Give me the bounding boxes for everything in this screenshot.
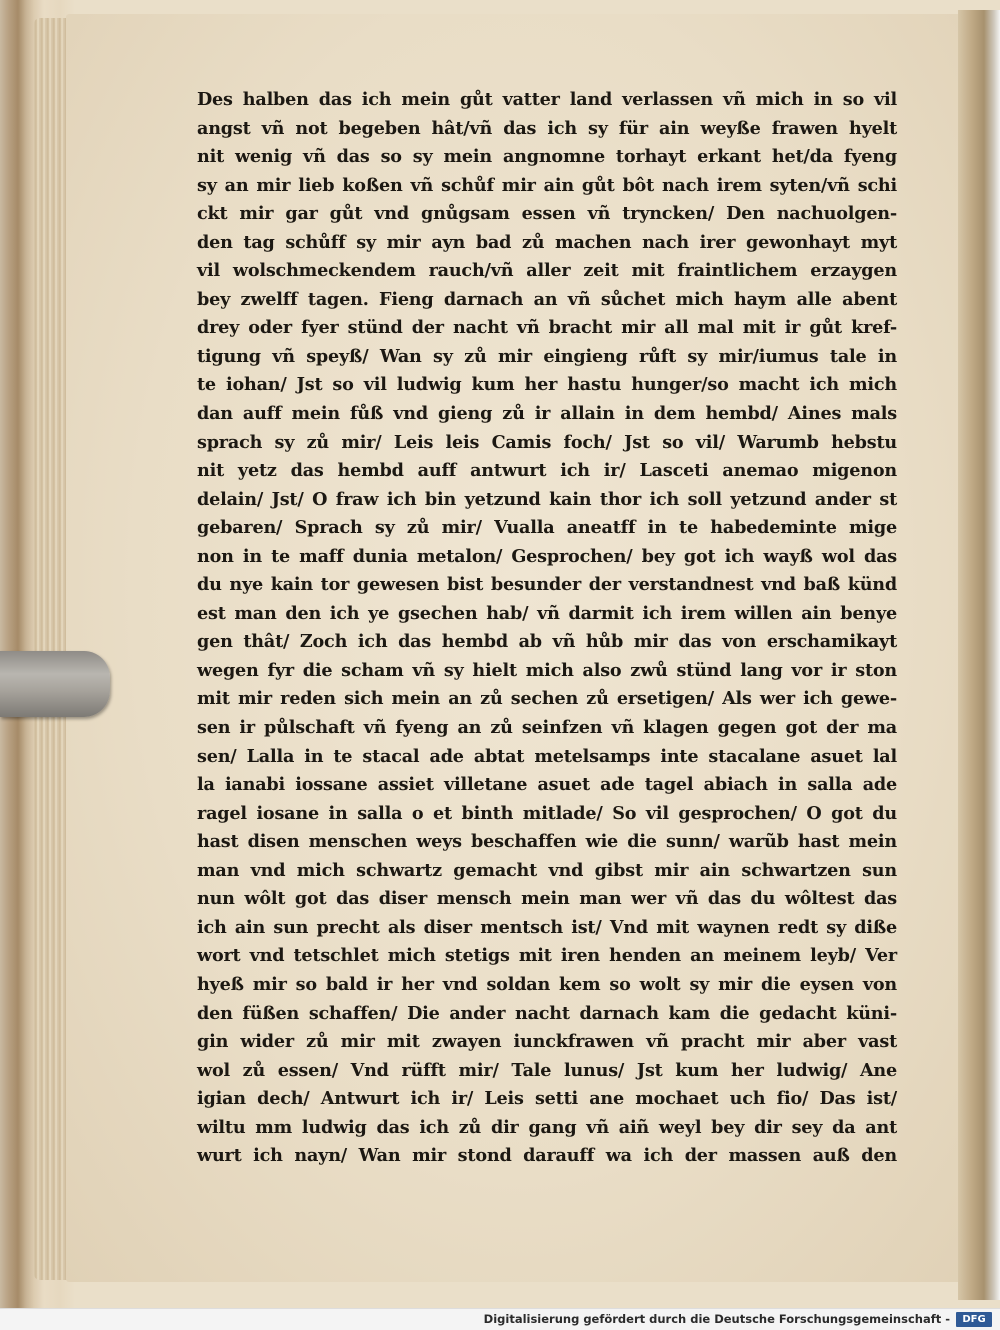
text-line: gebaren/ Sprach sy zů mir/ Vualla aneatff in te habedeminte mige bbox=[197, 517, 897, 539]
text-line: wiltu mm ludwig das ich zů dir gang vñ aiñ weyl bey dir sey da ant bbox=[197, 1116, 897, 1138]
text-line: gen thât/ Zoch ich das hembd ab vñ hůb mir das von erschamikayt bbox=[197, 631, 897, 653]
text-line: Des halben das ich mein gůt vatter land verlassen vñ mich in so vil bbox=[197, 89, 897, 110]
text-block bbox=[197, 86, 897, 1171]
text-line: mit mir reden sich mein an zů sechen zů ersetigen/ Als wer ich gewe- bbox=[197, 688, 897, 710]
text-line: den tag schůff sy mir ayn bad zů machen nach irer gewonhayt myt bbox=[197, 231, 897, 253]
text-line: sen ir půlschaft vñ fyeng an zů seinfzen vñ klagen gegen got der ma bbox=[197, 717, 897, 739]
text-line: wort vnd tetschlet mich stetigs mit iren henden an meinem leyb/ Ver bbox=[197, 945, 897, 967]
text-line: sen/ Lalla in te stacal ade abtat metelsamps inte stacalane asuet lal bbox=[197, 745, 897, 767]
footer-credit: Digitalisierung gefördert durch die Deutsche Forschungsgemeinschaft - bbox=[483, 1312, 950, 1326]
text-line: est man den ich ye gsechen hab/ vñ darmit ich irem willen ain benye bbox=[197, 602, 897, 624]
text-line: ckt mir gar gůt vnd gnůgsam essen vñ tryncken/ Den nachuolgen- bbox=[197, 203, 897, 225]
footer-bar bbox=[0, 1308, 1000, 1330]
text-line: wegen fyr die scham vñ sy hielt mich also zwů stünd lang vor ir ston bbox=[197, 659, 897, 681]
text-line: hyeß mir so bald ir her vnd soldan kem so wolt sy mir die eysen von bbox=[197, 973, 897, 995]
text-line: drey oder fyer stünd der nacht vñ bracht mir all mal mit ir gůt kref- bbox=[197, 317, 897, 339]
text-line: gin wider zů mir mit zwayen iunckfrawen vñ pracht mir aber vast bbox=[197, 1031, 897, 1053]
text-line: wurt ich nayn/ Wan mir stond darauff wa ich der massen auß den bbox=[197, 1145, 897, 1167]
text-line: vil wolschmeckendem rauch/vñ aller zeit mit fraintlichem erzaygen bbox=[197, 260, 897, 282]
text-line: bey zwelff tagen. Fieng darnach an vñ sůchet mich haym alle abent bbox=[197, 288, 897, 310]
fore-edge bbox=[958, 10, 1000, 1300]
text-line: delain/ Jst/ O fraw ich bin yetzund kain thor ich soll yetzund ander st bbox=[197, 488, 897, 510]
text-line: sy an mir lieb koßen vñ schůf mir ain gůt bôt nach irem syten/vñ schi bbox=[197, 174, 897, 196]
text-line: la ianabi iossane assiet villetane asuet ade tagel abiach in salla ade bbox=[197, 774, 897, 796]
text-line: igian dech/ Antwurt ich ir/ Leis setti ane mochaet uch fio/ Das ist/ bbox=[197, 1088, 897, 1110]
text-line: sprach sy zů mir/ Leis leis Camis foch/ Jst so vil/ Warumb hebstu bbox=[197, 431, 897, 453]
text-line: ragel iosane in salla o et binth mitlade/ So vil gesprochen/ O got du bbox=[197, 802, 897, 824]
text-line: wol zů essen/ Vnd rüfft mir/ Tale lunus/ Jst kum her ludwig/ Ane bbox=[197, 1059, 897, 1081]
text-line: man vnd mich schwartz gemacht vnd gibst mir ain schwartzen sun bbox=[197, 859, 897, 881]
text-line: angst vñ not begeben hât/vñ das ich sy für ain weyße frawen hyelt bbox=[197, 117, 897, 139]
text-line: te iohan/ Jst so vil ludwig kum her hastu hunger/so macht ich mich bbox=[197, 374, 897, 396]
text-line: nit yetz das hembd auff antwurt ich ir/ Lasceti anemao migenon bbox=[197, 460, 897, 482]
text-line: ich ain sun precht als diser mentsch ist/ Vnd mit waynen redt sy diße bbox=[197, 916, 897, 938]
text-line: dan auff mein fůß vnd gieng zů ir allain in dem hembd/ Aines mals bbox=[197, 403, 897, 425]
dfg-logo: DFG bbox=[956, 1312, 992, 1327]
text-line: den füßen schaffen/ Die ander nacht darnach kam die gedacht küni- bbox=[197, 1002, 897, 1024]
binding-clip bbox=[0, 651, 110, 717]
text-line: hast disen menschen weys beschaffen wie die sunn/ warũb hast mein bbox=[197, 831, 897, 853]
text-line: du nye kain tor gewesen bist besunder der verstandnest vnd baß künd bbox=[197, 574, 897, 596]
text-line: nun wôlt got das diser mensch mein man wer vñ das du wôltest das bbox=[197, 888, 897, 910]
text-line: nit wenig vñ das so sy mein angnomne torhayt erkant het/da fyeng bbox=[197, 146, 897, 168]
text-line: non in te maff dunia metalon/ Gesprochen/ bey got ich wayß wol das bbox=[197, 545, 897, 567]
text-line: tigung vñ speyß/ Wan sy zů mir eingieng růft sy mir/iumus tale in bbox=[197, 345, 897, 367]
